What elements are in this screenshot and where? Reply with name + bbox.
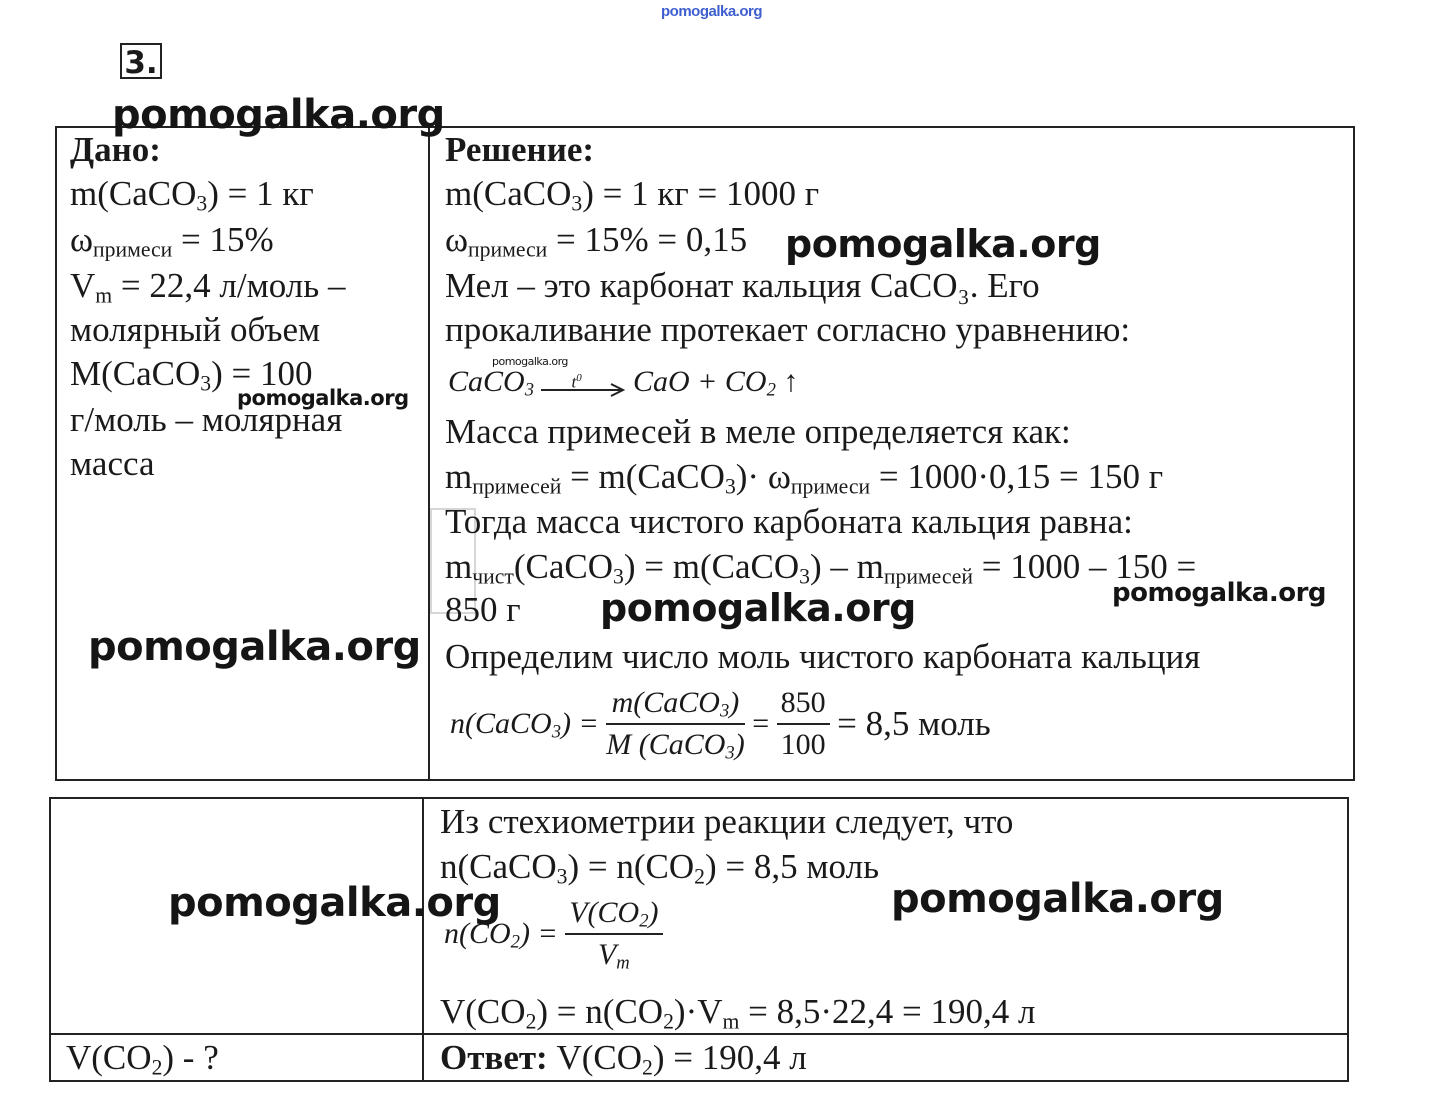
s8-c: ) = m(CaCO — [623, 547, 800, 586]
watermark-solution-top: pomogalka.org — [785, 222, 1101, 266]
rx-right-a: CaO + CO — [632, 365, 767, 398]
given-vm-sub: m — [95, 283, 113, 308]
given-mass — [70, 172, 314, 216]
f1-num-sub: 3 — [719, 700, 730, 722]
t3-d: = 8,5·22,4 = 190,4 л — [739, 992, 1036, 1031]
rx-temp — [571, 356, 581, 405]
given-molar-mass-b: ) = 100 — [211, 354, 313, 393]
solution-line-7: Тогда масса чистого карбоната кальция равна: — [445, 502, 1133, 541]
given-molar-mass-sub: 3 — [200, 371, 212, 396]
solution-line-4: прокаливание протекает согласно уравнению: — [445, 310, 1131, 349]
solution-line-5: Масса примесей в меле определяется как: — [445, 412, 1071, 451]
f2-lhs-a: n(CO — [444, 917, 511, 950]
answer-label: Ответ: — [440, 1038, 548, 1077]
s8-b: (CaCO — [513, 547, 614, 586]
find-question — [66, 1036, 219, 1080]
s6-sub2: 3 — [724, 474, 736, 499]
find-b: ) - ? — [162, 1038, 219, 1077]
s6-a: m — [445, 457, 473, 496]
f2-lhs-end: ) = — [519, 917, 558, 950]
t2-c: ) = 8,5 моль — [705, 847, 880, 886]
rx-arrow — [541, 374, 625, 394]
given-vm — [70, 264, 345, 308]
rx-left: CaCO — [448, 365, 525, 398]
watermark-bottom-right: pomogalka.org — [891, 876, 1224, 922]
watermark-solution-right: pomogalka.org — [1112, 578, 1327, 608]
given-vm-desc: молярный объем — [70, 310, 321, 349]
t2-sub1: 3 — [556, 864, 568, 889]
s6-c: )· ω — [735, 457, 791, 496]
solution-line-11: Из стехиометрии реакции следует, что — [440, 802, 1014, 841]
f2-denominator — [565, 935, 662, 975]
solution-line-1 — [445, 172, 819, 216]
given-impurity — [70, 218, 274, 262]
given-heading: Дано: — [70, 130, 161, 169]
s1-b: ) = 1 кг = 1000 г — [582, 174, 820, 213]
watermark-solution-mid: pomogalka.org — [600, 586, 916, 630]
s8-sub4: примесей — [883, 564, 973, 589]
watermark-bottom-left: pomogalka.org — [168, 880, 501, 926]
given-mass-b: ) = 1 кг — [207, 174, 314, 213]
task-number: 3. — [120, 43, 162, 79]
solution-line-3: Мел – это карбонат кальция CaCO₃. Его — [445, 266, 1040, 305]
rx-temp-sup: 0 — [576, 372, 582, 385]
f1-fraction — [606, 683, 744, 765]
s1-a: m(CaCO — [445, 174, 572, 213]
s6-sub3: примеси — [790, 474, 871, 499]
rx-arrow-icon — [541, 382, 625, 402]
solution-line-10: Определим число моль чистого карбоната кальция — [445, 637, 1201, 676]
t3-b: ) = n(CO — [536, 992, 664, 1031]
answer-line — [440, 1036, 807, 1080]
solution-line-13 — [440, 990, 1036, 1034]
given-vm-b: = 22,4 л/моль – — [112, 266, 346, 305]
t3-c: )·V — [673, 992, 723, 1031]
f1-lhs-sub: 3 — [551, 721, 561, 743]
f2-lhs-sub: 2 — [510, 931, 520, 953]
f1-den-a: M (CaCO — [606, 728, 726, 761]
table-bottom-divider — [422, 797, 424, 1082]
f1-den-sub: 3 — [725, 742, 735, 764]
s8-sub2: 3 — [613, 564, 624, 589]
t2-sub2: 2 — [694, 864, 706, 889]
formula-moles — [450, 683, 991, 765]
rx-left-sub: 3 — [524, 379, 534, 401]
given-impurity-sub: примеси — [93, 237, 173, 262]
f1-num-a: m(CaCO — [611, 686, 720, 719]
f1-numerator — [606, 683, 744, 725]
f2-numerator — [565, 893, 662, 935]
find-a: V(CO — [66, 1038, 152, 1077]
f2-num-sub: 2 — [639, 910, 649, 932]
s1-sub: 3 — [571, 191, 583, 216]
t2-b: ) = n(CO — [567, 847, 695, 886]
f2-num-end: ) — [648, 896, 659, 929]
f1-result: = 8,5 моль — [837, 704, 991, 743]
s6-d: = 1000·0,15 = 150 г — [870, 457, 1164, 496]
s2-b: = 15% = 0,15 — [547, 220, 748, 259]
t3-sub1: 2 — [525, 1009, 537, 1034]
watermark-given-small: pomogalka.org — [237, 386, 409, 410]
t3-a: V(CO — [440, 992, 526, 1031]
s8-e: = 1000 – 150 = — [972, 547, 1197, 586]
answer-sub: 2 — [642, 1055, 653, 1080]
rx-temp-t: t — [571, 372, 577, 392]
s8-a: m — [445, 547, 473, 586]
rx-arrow-up: ↑ — [783, 365, 799, 398]
s8-d: ) – m — [809, 547, 884, 586]
s8-sub3: 3 — [799, 564, 810, 589]
t3-sub2: 2 — [663, 1009, 674, 1034]
solution-heading: Решение: — [445, 130, 595, 169]
given-molar-mass-unit: г/моль – молярная — [70, 400, 343, 439]
given-impurity-a: ω — [70, 220, 94, 259]
f2-den-a: V — [597, 938, 617, 971]
t2-a: n(CaCO — [440, 847, 557, 886]
s2-a: ω — [445, 220, 469, 259]
watermark-reaction: pomogalka.org — [492, 355, 568, 368]
given-mass-sub: 3 — [196, 191, 208, 216]
f2-num-a: V(CO — [569, 896, 640, 929]
f1-numeric-fraction — [777, 683, 830, 765]
watermark-given: pomogalka.org — [88, 624, 421, 670]
given-vm-a: V — [70, 266, 96, 305]
rx-right-sub: 2 — [766, 379, 776, 401]
solution-line-9: 850 г — [445, 590, 521, 629]
answer-a: V(CO — [547, 1038, 643, 1077]
f2-fraction — [565, 893, 662, 975]
solution-line-6 — [445, 455, 1163, 499]
given-molar-mass-a: M(CaCO — [70, 354, 201, 393]
f1-lhs-a: n(CaCO — [450, 707, 552, 740]
f2-den-sub: m — [616, 952, 630, 974]
given-mass-a: m(CaCO — [70, 174, 197, 213]
given-impurity-b: = 15% — [172, 220, 274, 259]
find-sub: 2 — [151, 1055, 163, 1080]
s6-b: = m(CaCO — [561, 457, 725, 496]
table-top-divider — [428, 126, 430, 781]
top-watermark: pomogalka.org — [661, 3, 763, 20]
f1-den-end: ) — [734, 728, 745, 761]
f1-n2: 850 — [777, 683, 830, 725]
s8-sub1: чист — [472, 564, 514, 589]
f1-lhs-end: ) = — [560, 707, 599, 740]
s6-sub1: примесей — [472, 474, 562, 499]
t3-sub3: m — [722, 1009, 740, 1034]
s2-sub: примеси — [468, 237, 548, 262]
f1-num-end: ) — [729, 686, 740, 719]
given-molar-mass-desc: масса — [70, 444, 155, 483]
solution-line-8 — [445, 545, 1196, 589]
solution-line-2 — [445, 218, 747, 262]
solution-line-12 — [440, 845, 879, 889]
f1-eq: = — [752, 707, 770, 740]
f1-lhs — [450, 707, 599, 743]
f1-denominator — [606, 725, 744, 765]
answer-b: ) = 190,4 л — [652, 1038, 807, 1077]
watermark-header: pomogalka.org — [112, 92, 445, 138]
f1-d2: 100 — [780, 728, 826, 761]
